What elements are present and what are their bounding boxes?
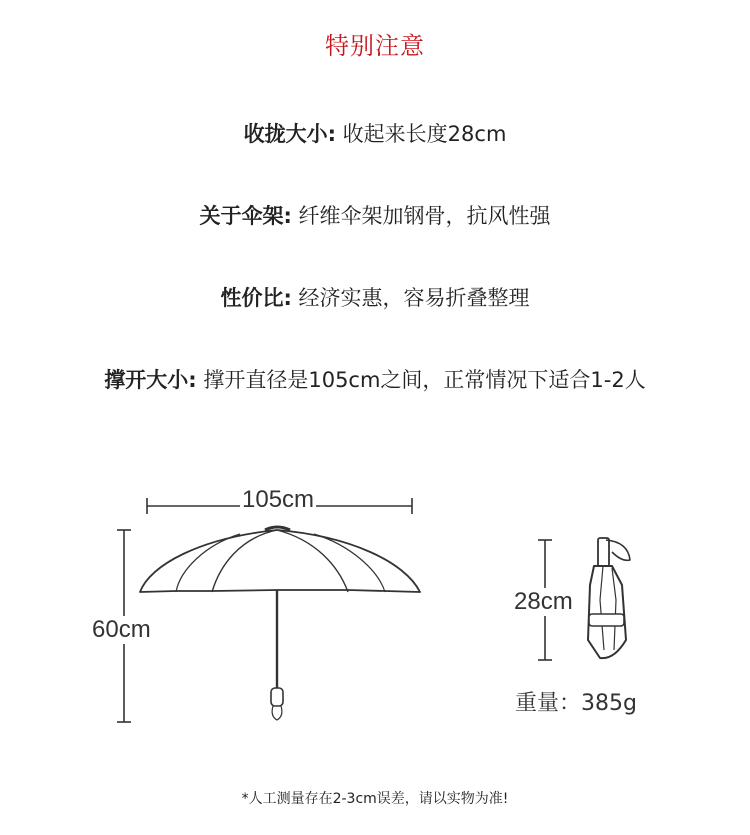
spec-value: 撑开直径是105cm之间，正常情况下适合1-2人 <box>203 368 646 392</box>
folded-length-label: 28cm <box>514 588 573 615</box>
page-title: 特别注意 <box>325 32 425 60</box>
measurement-note: *人工测量存在2-3cm误差，请以实物为准! <box>241 791 509 807</box>
spec-value: 纤维伞架加钢骨，抗风性强 <box>298 204 551 228</box>
weight-label: 重量：385g <box>515 691 637 716</box>
width-label: 105cm <box>242 486 315 513</box>
height-label: 60cm <box>92 616 151 643</box>
spec-label: 性价比: <box>220 286 292 310</box>
spec-label: 收拢大小: <box>243 122 336 146</box>
spec-value: 经济实惠，容易折叠整理 <box>298 286 530 310</box>
folded-umbrella-icon <box>588 538 630 658</box>
spec-value: 收起来长度28cm <box>342 122 507 146</box>
spec-label: 撑开大小: <box>104 368 197 392</box>
spec-label: 关于伞架: <box>199 204 292 228</box>
open-umbrella-icon <box>140 527 420 720</box>
